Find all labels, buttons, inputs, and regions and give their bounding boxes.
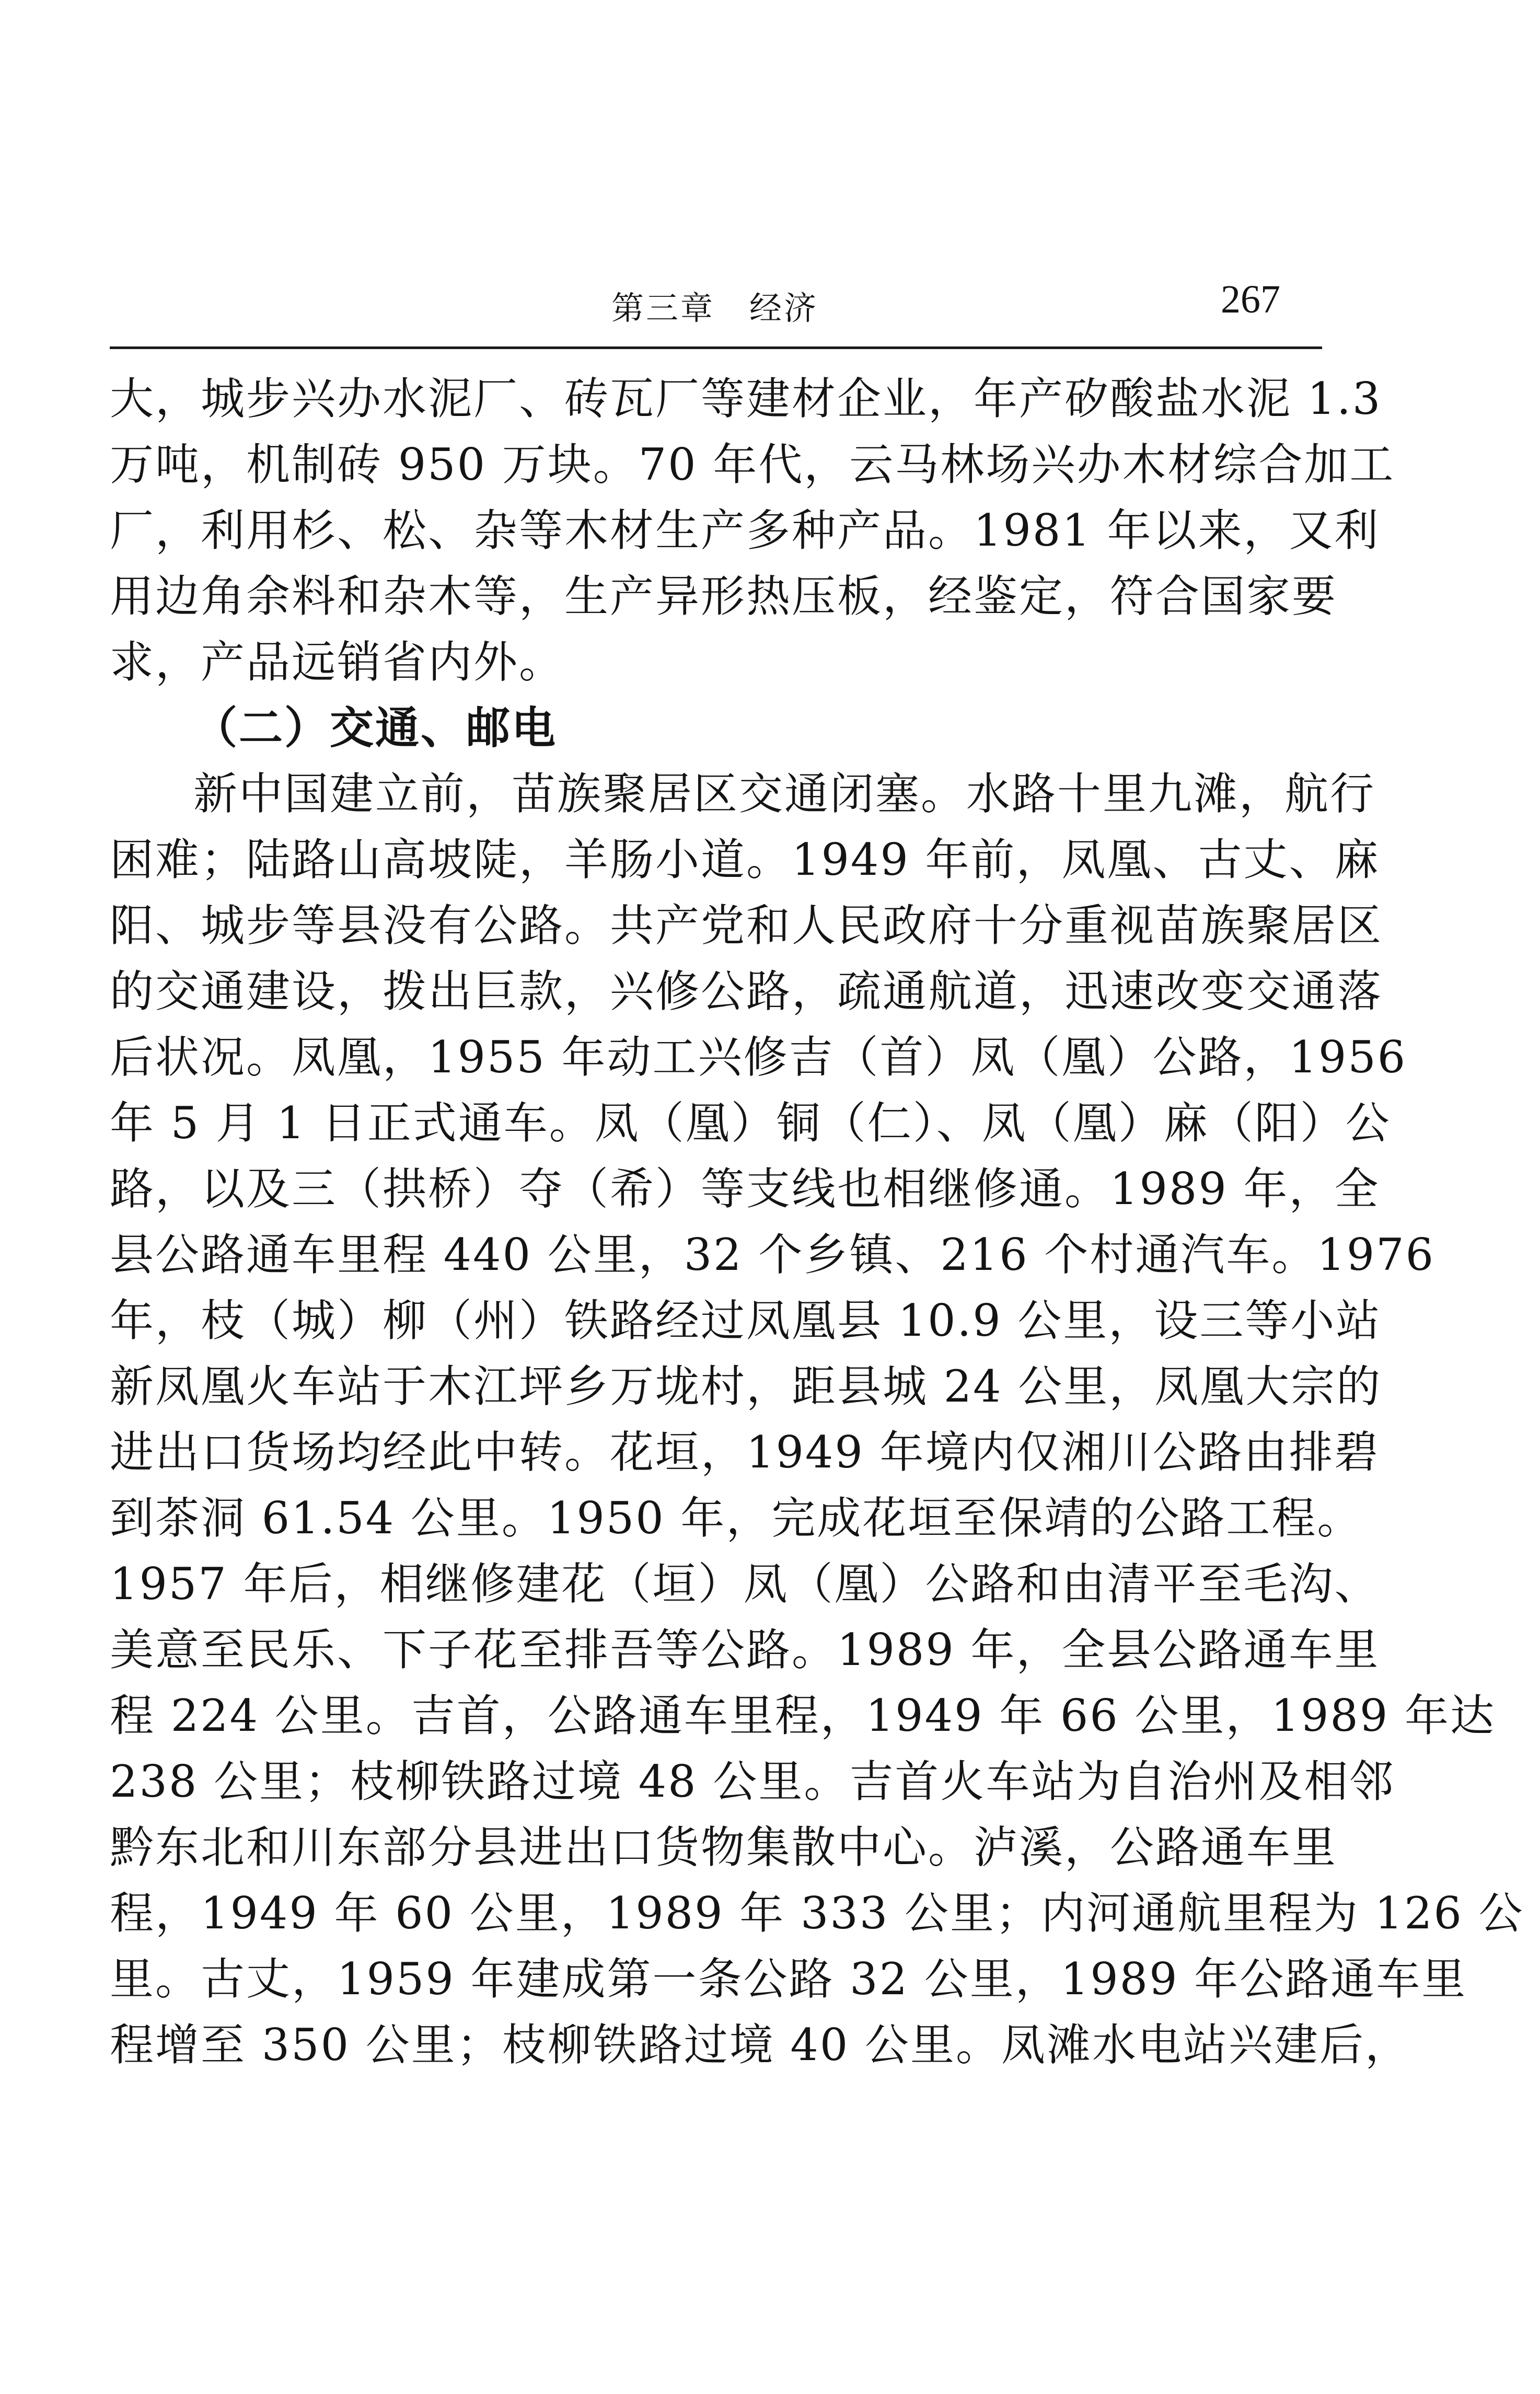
text-line: 1957 年后，相继修建花（垣）凤（凰）公路和由清平至毛沟、	[110, 1558, 1380, 1610]
text-line: 后状况。凤凰，1955 年动工兴修吉（首）凤（凰）公路，1956	[110, 1032, 1407, 1083]
text-line: 万吨，机制砖 950 万块。70 年代，云马林场兴办木材综合加工	[110, 439, 1395, 490]
text-line: 程 224 公里。吉首，公路通车里程，1949 年 66 公里，1989 年达	[110, 1690, 1496, 1741]
text-line: 大，城步兴办水泥厂、砖瓦厂等建材企业，年产矽酸盐水泥 1.3	[110, 373, 1382, 424]
running-head	[110, 272, 1322, 334]
text-line: 求，产品远销省内外。	[110, 637, 565, 688]
text-line: 程增至 350 公里；枝柳铁路过境 40 公里。凤滩水电站兴建后，	[110, 2019, 1411, 2071]
text-line: 县公路通车里程 440 公里，32 个乡镇、216 个村通汽车。1976	[110, 1229, 1435, 1280]
text-line: 进出口货场均经此中转。花垣，1949 年境内仅湘川公路由排碧	[110, 1427, 1380, 1478]
text-line: 到茶洞 61.54 公里。1950 年，完成花垣至保靖的公路工程。	[110, 1493, 1363, 1544]
text-line: 年 5 月 1 日正式通车。凤（凰）铜（仁）、凤（凰）麻（阳）公	[110, 1097, 1391, 1149]
text-line: 年，枝（城）柳（州）铁路经过凤凰县 10.9 公里，设三等小站	[110, 1295, 1382, 1346]
body-text	[110, 366, 1524, 2078]
page-number: 267	[1221, 277, 1280, 321]
text-line: 程，1949 年 60 公里，1989 年 333 公里；内河通航里程为 126 公	[110, 1888, 1524, 1939]
text-line: 用边角余料和杂木等，生产异形热压板，经鉴定，符合国家要	[110, 571, 1338, 622]
text-line: 厂，利用杉、松、杂等木材生产多种产品。1981 年以来，又利	[110, 505, 1380, 556]
paragraph-2	[110, 761, 1524, 2078]
header-rule	[110, 346, 1322, 349]
text-line: 238 公里；枝柳铁路过境 48 公里。吉首火车站为自治州及相邻	[110, 1756, 1395, 1807]
text-line: 困难；陆路山高坡陡，羊肠小道。1949 年前，凤凰、古丈、麻	[110, 834, 1380, 885]
text-line: 里。古丈，1959 年建成第一条公路 32 公里，1989 年公路通车里	[110, 1953, 1467, 2005]
chapter-title: 第三章 经济	[611, 289, 819, 327]
text-line: 新中国建立前，苗族聚居区交通闭塞。水路十里九滩，航行	[193, 768, 1376, 819]
text-line: 的交通建设，拨出巨款，兴修公路，疏通航道，迅速改变交通落	[110, 966, 1383, 1017]
section-heading: （二）交通、邮电	[193, 702, 558, 754]
text-line: 阳、城步等县没有公路。共产党和人民政府十分重视苗族聚居区	[110, 900, 1383, 951]
text-line: 新凤凰火车站于木江坪乡万垅村，距县城 24 公里，凤凰大宗的	[110, 1361, 1382, 1412]
paragraph-1	[110, 366, 1395, 695]
text-line: 美意至民乐、下子花至排吾等公路。1989 年，全县公路通车里	[110, 1624, 1380, 1675]
text-line: 路，以及三（拱桥）夺（希）等支线也相继修通。1989 年，全	[110, 1163, 1380, 1215]
text-line: 黔东北和川东部分县进出口货物集散中心。泸溪，公路通车里	[110, 1822, 1338, 1873]
